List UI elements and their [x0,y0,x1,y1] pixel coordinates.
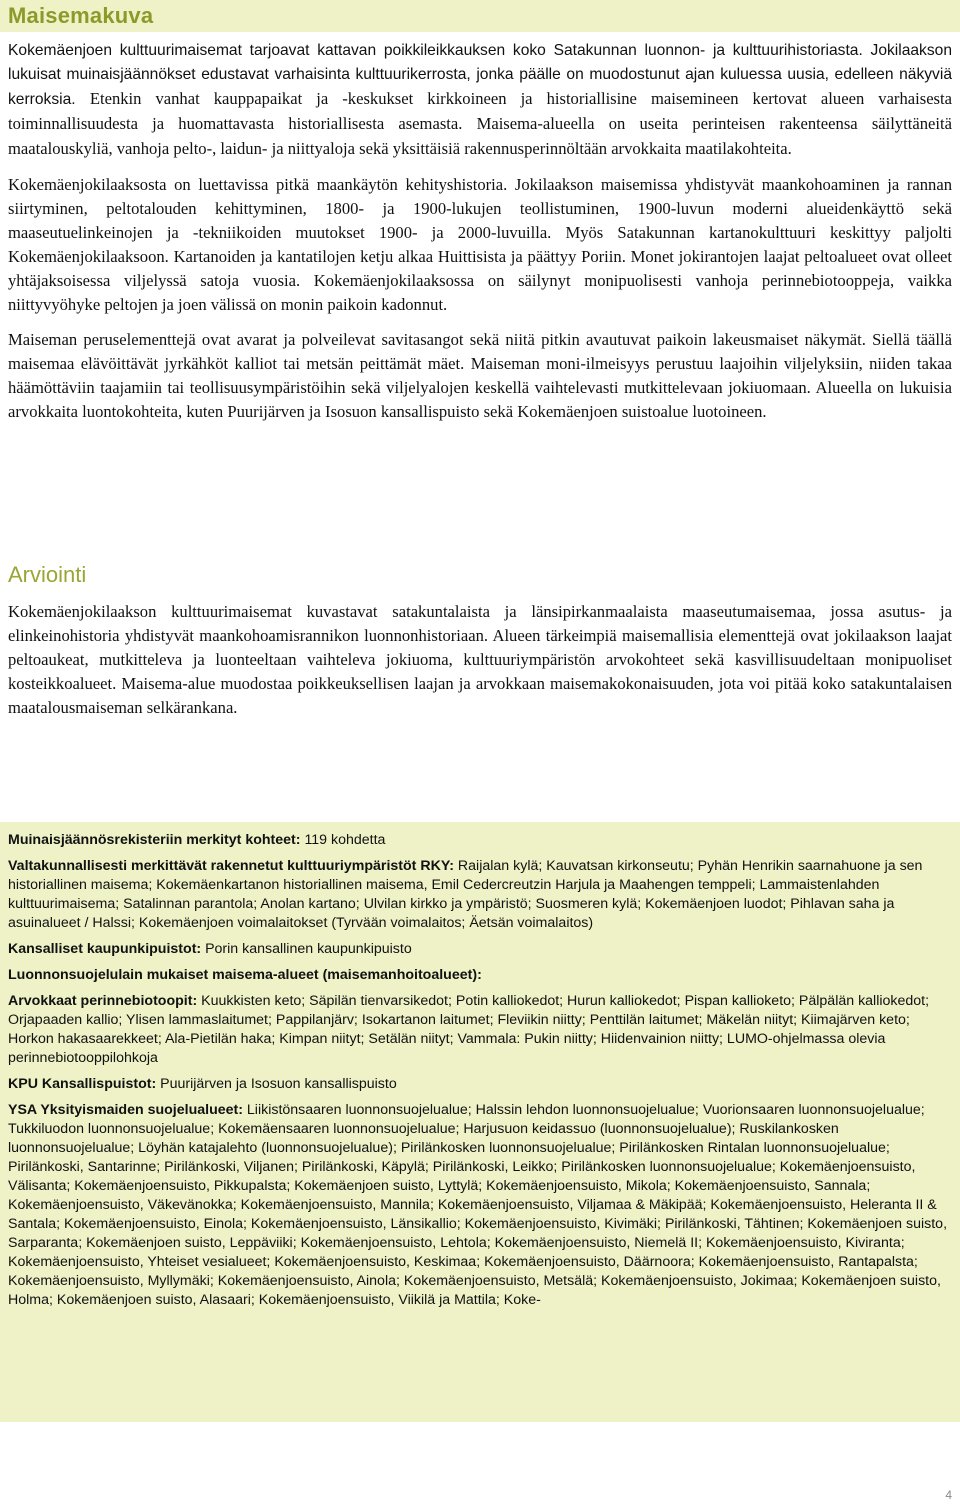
maisemakuva-paragraph-3: Maiseman peruselementtejä ovat avarat ja polveilevat savitasangot sekä niitä pitkin avautuvat paikoin lakeusmaiset näkymät. Siellä täällä maisemaa elävöittävät jyrkähköt kalliot tai metsän peittämät mäet. Maiseman moni-ilmeisyys perustuu laajoihin viljelyksiin, niiden takaa häämöttäviin taajamiin tai teollisuusympäristöihin sekä viljelyalojen keskellä vaihtelevasti mutkittelevaan jokiuomaan. Alueella on lukuisia arvokkaita luontokohteita, kuten Puurijärven ja Isosuon kansallispuisto sekä Kokemäenjoen suistoalue luotoineen. [8,330,952,421]
ysa-value: Liikistönsaaren luonnonsuojelualue; Halssin lehdon luonnonsuojelualue; Vuorionsaaren luonnonsuojelualue; Tukkiluodon luonnonsuojelualue; Kokemäensaaren luonnonsuojelualue; Harjusuon keidassuo (luonnonsuojelualue); Ruskilankosken luonnonsuojelualue; Löyhän katajalehto (luonnonsuojelualue); Pirilänkosken luonnonsuojelualue; Pirilänkosken Rintalan luonnonsuojelualue; Pirilänkoski, Santarinne; Pirilänkoski, Viljanen; Pirilänkoski, Käpylä; Pirilänkoski, Leikko; Pirilänkosken luonnonsuojelualue; Kokemäenjoensuisto, Välisanta; Kokemäenjoensuisto, Pikkupalsta; Kokemäenjoen suisto, Lyttylä; Kokemäenjoensuisto, Mikola; Kokemäenjoensuisto, Sannala; Kokemäenjoensuisto, Väkevänokka; Kokemäenjoensuisto, Mannila; Kokemäenjoensuisto, Viljamaa & Mäkipää; Kokemäenjoensuisto, Heleranta II & Santala; Kokemäenjoensuisto, Einola; Kokemäenjoensuisto, Länsikallio; Kokemäenjoensuisto, Kivimäki; Pirilänkoski, Tähtinen; Kokemäenjoen suisto, Sarparanta; Kokemäenjoen suisto, Leppäviiki; Kokemäenjoensuisto, Lehtola; Kokemäenjoensuisto, Niemelä II; Kokemäenjoensuisto, Kiviranta; Kokemäenjoensuisto, Yhteiset vesialueet; Kokemäenjoensuisto, Keskimaa; Kokemäenjoensuisto, Däärnoora; Kokemäenjoensuisto, Rantapalsta; Kokemäenjoensuisto, Myllymäki; Kokemäenjoensuisto, Ainola; Kokemäenjoensuisto, Metsälä; Kokemäenjoensuisto, Jokimaa; Kokemäenjoen suisto, Holma; Kokemäenjoen suisto, Alasaari; Kokemäenjoensuisto, Viikilä ja Mattila; Koke- [8,1102,948,1308]
kpu-row [8,1075,952,1094]
ysa-row [8,1101,952,1310]
maisemakuva-paragraph-1 [8,39,952,162]
luonnonsuojelu-row [8,966,952,985]
rky-row [8,857,952,933]
maisemakuva-body [8,39,952,435]
luonnonsuojelu-label: Luonnonsuojelulain mukaiset maisema-alueet (maisemanhoitoalueet): [8,967,482,983]
rky-value: Raijalan kylä; Kauvatsan kirkonseutu; Pyhän Henrikin saarnahuone ja sen historiallinen maisema; Kokemäenkartanon historiallinen maisema, Emil Cedercreutzin Harjula ja Maahengen temppeli; Lammaistenlahden kulttuurimaisema; Satalinnan parantola; Anolan kartano; Ulvilan kirkko ja ympäristö; Suosmeren kylä; Kokemäenjoen luodot; Pihlavan saha ja asuinalueet / Halssi; Kokemäenjoen voimalaitokset (Tyrvään voimalaitos; Äetsän voimalaitos) [8,858,923,931]
kaupunkipuisto-value: Porin kansallinen kaupunkipuisto [201,941,412,957]
muinais-value: 119 kohdetta [300,832,386,848]
maisemakuva-heading: Maisemakuva [8,3,154,28]
arviointi-paragraph: Kokemäenjokilaakson kulttuurimaisemat kuvastavat satakuntalaista ja länsipirkanmaalaista maaseutumaisemaa, jossa asutus- ja elinkeinohistoria yhdistyvät maankohoamisrannikon luonnonhistoriaan. Alueen tärkeimpiä maisemallisia elementtejä ovat jokilaakson laajat peltoaukeat, mutkitteleva ja luonteeltaan vaihteleva jokiuoma, kulttuuriympäristön arvokohteet sekä kasvillisuudeltaan monipuoliset kosteikkoalueet. Maisema-alue muodostaa poikkeuksellisen laajan ja arvokkaan maisemakokonaisuuden, jota voi pitää koko satakuntalaisen maatalousmaiseman selkärankana. [8,602,952,717]
maisemakuva-paragraph-1-lead: Kokemäenjoen kulttuurimaisemat tarjoavat kattavan poikkileikkauksen koko Satakunnan luonnon- ja kulttuurihistoriasta. Jokilaakson lukuisat muinaisjäännökset edustavat varhaisinta kulttuurikerrosta, jonka päälle on muodostunut ajan kuluessa uusia, edelleen näkyviä kerroksia. [8,42,952,108]
muinais-label: Muinaisjäännösrekisteriin merkityt kohteet: [8,832,301,848]
perinne-row [8,992,952,1068]
arviointi-body [8,600,952,731]
page-number: 4 [945,1488,952,1502]
kaupunkipuisto-label: Kansalliset kaupunkipuistot: [8,941,202,957]
perinne-value: Kuukkisten keto; Säpilän tienvarsikedot; Potin kalliokedot; Hurun kalliokedot; Pispan kallioketo; Pälpälän kalliokedot; Orjapaaden kallio; Ylisen lammaslaitumet; Pappilanjärv; Isokartanon laitumet; Fleviikin niitty; Penttilän laitumet; Mäkelän niityt; Kiimajärven keto; Horkon hakasaarekkeet; Ala-Pietilän haka; Kimpan niityt; Setälän niityt; Vammala: Pukin niitty; Hiidenvainion niitty; LUMO-ohjelmassa olevia perinnebiotooppilohkoja [8,993,930,1066]
arviointi-heading: Arviointi [8,562,87,587]
perinne-label: Arvokkaat perinnebiotoopit: [8,993,198,1009]
maisemakuva-heading-bar [0,0,960,32]
ysa-label: YSA Yksityismaiden suojelualueet: [8,1102,243,1118]
rky-label: Valtakunnallisesti merkittävät rakennetut kulttuuriympäristöt RKY: [8,858,454,874]
maisemakuva-paragraph-1-rest: Etenkin vanhat kauppapaikat ja -keskukset kirkkoineen ja historiallisine maisemineen kertovat alueen varhaisesta toiminnallisuudesta ja huomattavasta historiallisesta asemasta. Maisema-alueella on useita perinteisen rakenteensa säilyttäneitä maatalouskyliä, vanhoja pelto-, laidun- ja niittyaloja sekä yksittäisiä rakennusperinnöltään arvokkaita maatilakohteita. [8,89,952,158]
kpu-label: KPU Kansallispuistot: [8,1076,157,1092]
maisemakuva-paragraph-2: Kokemäenjokilaaksosta on luettavissa pitkä maankäytön kehityshistoria. Jokilaakson maisemissa yhdistyvät maankohoaminen ja rannan siirtyminen, peltotalouden kehittyminen, 1800- ja 1900-lukujen teollistuminen, 1900-luvun moderni alueidenkäyttö sekä maaseutuelinkeinojen ja -tekniikoiden muutokset 1900- ja 2000-luvuilla. Myös Satakunnan kartanokulttuuri keskittyy paljolti Kokemäenjokilaaksoon. Kartanoiden ja kantatilojen ketju alkaa Huittisista ja päättyy Poriin. Monet jokirantojen laajat peltoalueet ovat olleet yhtäjaksoisessa viljelyssä satoja vuosia. Kokemäenjokilaaksossa on säilynyt monipuolisesti vanhoja perinnebiotooppeja, vaikka niittyvyöhyke peltojen ja joen välissä on monin paikoin kadonnut. [8,175,952,314]
kaupunkipuisto-row [8,940,952,959]
kpu-value: Puurijärven ja Isosuon kansallispuisto [156,1076,397,1092]
muinais-row [8,831,952,850]
info-box [0,822,960,1422]
